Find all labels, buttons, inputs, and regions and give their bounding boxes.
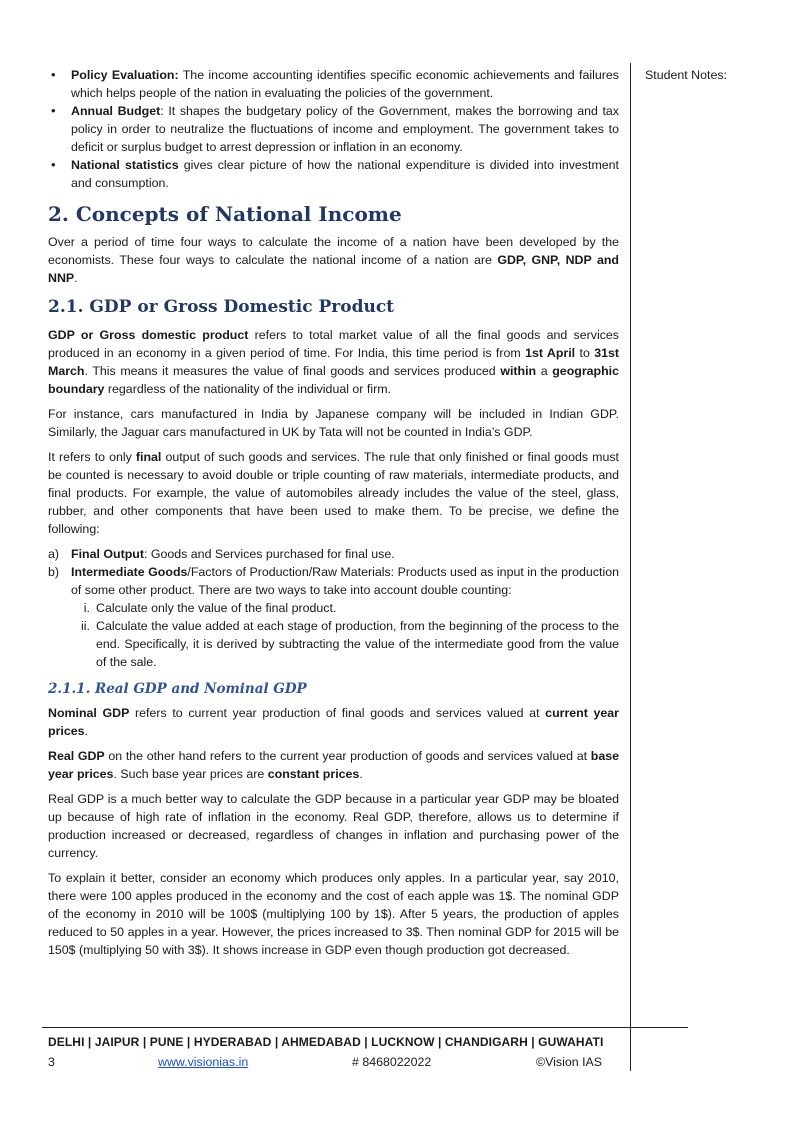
bullet-policy-evaluation: • Policy Evaluation: The income accounting identifies specific economic achievements and failures which helps people of the nation in evaluating the policies of the government.: [48, 66, 619, 102]
definitions-list: [48, 545, 619, 671]
document-body: [48, 66, 619, 966]
list-item-intermediate-goods: b) Intermediate Goods/Factors of Production/Raw Materials: Products used as input in the production of some other product. There are two ways to take into account double counting: i. Calculate only the value of the final product. ii. Calculate the value added at each stage of production, from the beginning of the process to the end. Specifically, it is derived by subtracting the value of the intermediate good from the value of the sale.: [48, 565, 619, 669]
sublist-item: ii. Calculate the value added at each stage of production, from the beginning of the process to the end. Specifically, it is derived by subtracting the value of the intermediate good from the value of the sale.: [81, 619, 619, 669]
apples-example-paragraph: To explain it better, consider an economy which produces only apples. In a particular year, say 2010, there were 100 apples produced in the economy and the cost of each apple was 1$. The nominal GDP of the economy in 2010 will be 100$ (multiplying 100 by 1$). After 5 years, the production of apples reduced to 50 apples in a year. However, the prices increased to 3$. Then nominal GDP for 2015 will be 150$ (multiplying 50 with 3$). It shows increase in GDP even though production got decreased.: [48, 871, 619, 957]
real-gdp-advantage-paragraph: Real GDP is a much better way to calculate the GDP because in a particular year GDP may be bloated up because of high rate of inflation in the economy. Real GDP, therefore, allows us to determine if production increased or decreased, regardless of changes in inflation and purchasing power of the currency.: [48, 792, 619, 860]
footer-divider: [42, 1027, 688, 1028]
section-heading-concepts: 2. Concepts of National Income: [48, 202, 402, 226]
double-counting-sublist: [71, 599, 619, 671]
subsection-heading-real-nominal-gdp: 2.1.1. Real GDP and Nominal GDP: [48, 681, 307, 697]
real-gdp-paragraph: Real GDP on the other hand refers to the current year production of goods and services valued at base year prices. Such base year prices are constant prices.: [48, 749, 620, 781]
student-notes-label: Student Notes:: [645, 68, 727, 82]
list-item-final-output: a) Final Output: Goods and Services purchased for final use.: [48, 547, 395, 561]
intro-bullet-list: [48, 66, 619, 192]
footer-cities: DELHI | JAIPUR | PUNE | HYDERABAD | AHMEDABAD | LUCKNOW | CHANDIGARH | GUWAHATI: [48, 1035, 604, 1049]
gdp-final-output-paragraph: It refers to only final output of such goods and services. The rule that only finished or final goods must be counted is necessary to avoid double or triple counting of raw materials, intermediate products, and final products. For example, the value of automobiles already includes the value of the steel, glass, rubber, and other components that have been used to make them. To be precise, we define the following:: [48, 450, 619, 536]
bullet-annual-budget: • Annual Budget: It shapes the budgetary policy of the Government, makes the borrowing and tax policy in order to neutralize the fluctuations of income and employment. The government takes to deficit or surplus budget to arrest depression or inflation in an economy.: [48, 102, 619, 156]
bullet-national-statistics: • National statistics gives clear picture of how the national expenditure is divided into investment and consumption.: [48, 156, 619, 192]
copyright: ©Vision IAS: [536, 1055, 603, 1069]
website-link[interactable]: www.visionias.in: [158, 1055, 249, 1069]
phone-number: # 8468022022: [352, 1055, 432, 1069]
margin-divider-vertical: [630, 63, 631, 1071]
page-number: 3: [48, 1055, 55, 1069]
nominal-gdp-paragraph: Nominal GDP refers to current year production of final goods and services valued at current year prices.: [48, 706, 620, 738]
sublist-item: i. Calculate only the value of the final product.: [83, 601, 337, 615]
concepts-paragraph: Over a period of time four ways to calculate the income of a nation have been developed by the economists. These four ways to calculate the national income of a nation are GDP, GNP, NDP and NNP.: [48, 235, 620, 285]
gdp-example-paragraph: For instance, cars manufactured in India by Japanese company will be included in Indian GDP. Similarly, the Jaguar cars manufactured in UK by Tata will not be counted in India’s GDP.: [48, 407, 619, 439]
section-heading-gdp: 2.1. GDP or Gross Domestic Product: [48, 297, 395, 317]
gdp-definition-paragraph: GDP or Gross domestic product refers to total market value of all the final goods and services produced in an economy in a given period of time. For India, this time period is from 1st April to 31st March. This means it measures the value of final goods and services produced within a geographic boundary regardless of the nationality of the individual or firm.: [48, 328, 620, 396]
